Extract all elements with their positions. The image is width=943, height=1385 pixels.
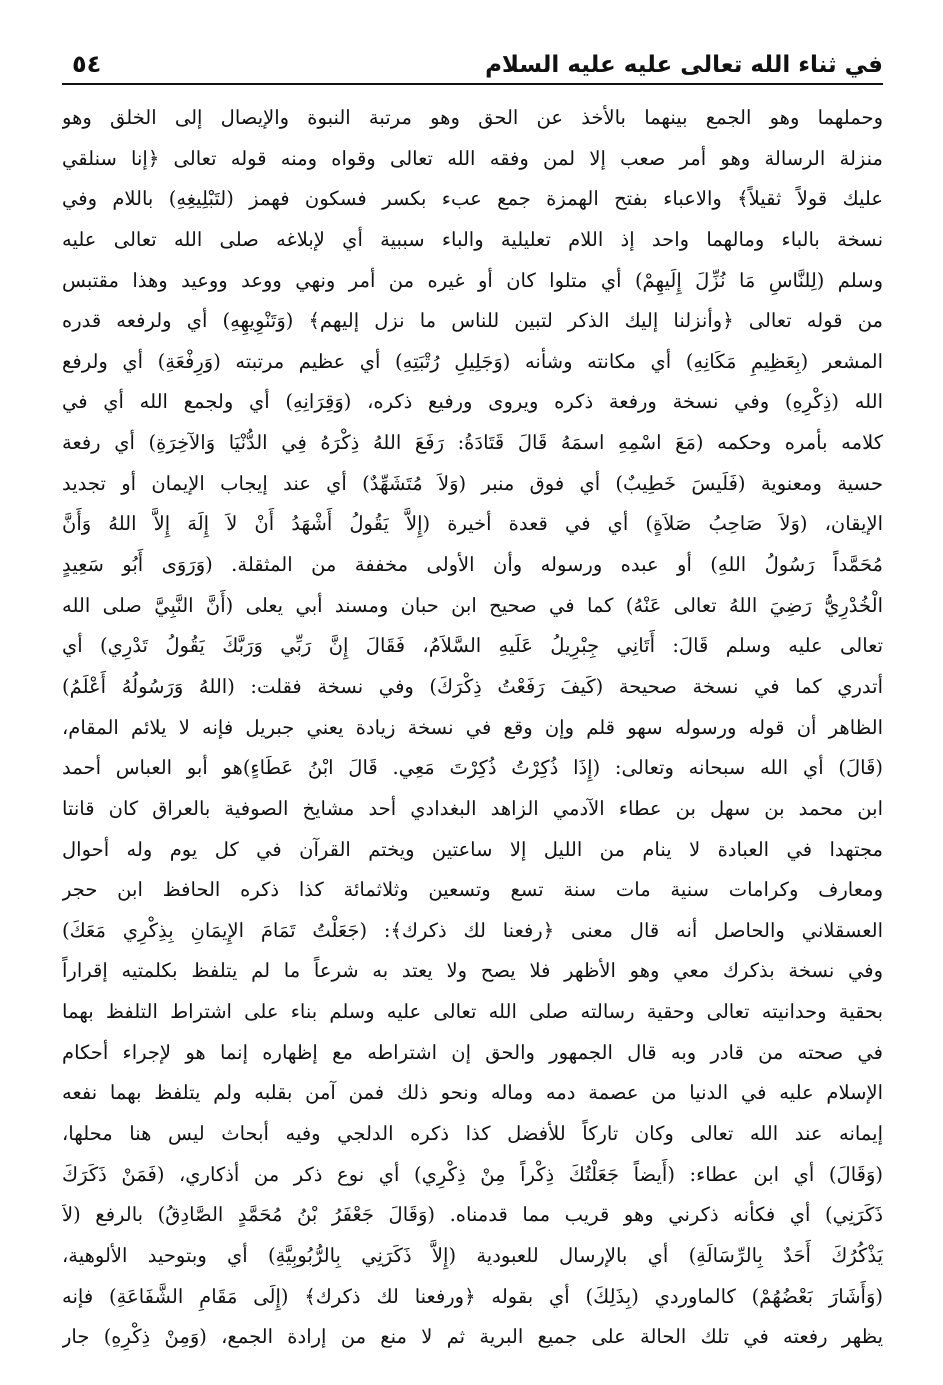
text-line: يظهر رفعته في تلك الحالة على جميع البرية ثم لا منع من إرادة الجمع، (وَمِنْ ذِكْرِهِ) جار [62, 1325, 883, 1349]
text-line: وسلم (لِلنَّاسِ مَا نُزِّلَ إِلَيهِمْ) أي متلوا كان أو غيره من أمر ونهي ووعد ووعيد وهذا مقتبس [62, 268, 883, 292]
page-header [72, 28, 883, 78]
text-line: كلامه بأمره وحكمه (مَعَ اسْمِهِ اسمَهُ قَالَ قَتَادَةُ: رَفَعَ اللهُ ذِكْرَهُ فِي الدُّنْيَا وَالآخِرَةِ) أي رفعة [62, 431, 883, 455]
text-line: ابن محمد بن سهل بن عطاء الآدمي الزاهد البغدادي أحد مشايخ الصوفية بالعراق كان قانتا [62, 796, 883, 820]
text-line: نسخة بالباء ومالهما واحد إذ اللام تعليلية والباء سببية أي لإبلاغه صلى الله تعالى عليه [62, 227, 883, 251]
text-line: وحملهما وهو الجمع بينهما بالأخذ عن الحق وهو مرتبة النبوة والإيصال إلى الخلق وهو [62, 106, 883, 129]
text-line: المشعر (بِعَظِيمِ مَكَانِهِ) أي مكانته وشأنه (وَجَلِيلِ رُتْبَتِهِ) أي عظيم مرتبته (وَرِفْعَةِ) أي ولرفع [62, 349, 883, 373]
text-line: مُحَمَّداً رَسُولُ اللهِ) أو عبده ورسوله وأن الأولى مخففة من المثقلة. (وَرَوَى أَبُو سَعِيدٍ [62, 553, 883, 577]
text-line: الإيقان، (وَلاَ صَاحِبُ صَلاَةٍ) أي في قعدة أخيرة (إِلاَّ يَقُولُ أَشْهَدُ أَنْ لاَ إِلَهَ إِلاَّ اللهُ وَأَنَّ [62, 512, 883, 536]
text-line: ومعارف وكرامات سنية مات سنة تسع وتسعين وثلاثمائة كذا ذكره الحافظ ابن حجر [62, 878, 883, 902]
text-line: بحقية وحدانيته تعالى وحقية رسالته صلى الله تعالى عليه وسلم بناء على اشتراط التلفظ بهما [62, 1000, 883, 1024]
text-line: (قَالَ) أي الله سبحانه وتعالى: (إِذَا ذُكِرْتُ ذُكِرْتَ مَعِي. قَالَ ابْنُ عَطَاءٍ)هو أبو العباس أحمد [62, 756, 883, 780]
text-line: إيمانه عند الله تعالى وكان تاركاً للأفضل كذا ذكره الدلجي وفيه أبحاث ليس هنا محلها، [62, 1122, 883, 1146]
text-line: تعالى عليه وسلم قَالَ: أَتَانِي جِبْرِيلُ عَلَيهِ السَّلاَمُ، فَقَالَ إِنَّ رَبِّي وَرَبَّكَ يَقُولُ تَدْرِي) أي [62, 634, 883, 658]
text-line: وفي نسخة بذكرك معي وهو الأظهر فلا يصح ولا يعتد به شرعاً ما لم يتلفظ بكلمتيه إقراراً [62, 959, 883, 983]
text-line: في صحته من قادر وبه قال الجمهور والحق إن اشتراطه مع إظهاره إنما هو لإجراء أحكام [62, 1040, 883, 1064]
text-line: مجتهدا في العبادة لا ينام من الليل إلا ساعتين ويختم القرآن في كل يوم وله أحوال [62, 837, 883, 861]
page-number: ٥٤ [72, 50, 102, 78]
running-title: في ثناء الله تعالى عليه عليه السلام [485, 52, 883, 78]
text-line: أتدري كما في نسخة صحيحة (كَيفَ رَفَعْتُ ذِكْرَكَ) وفي نسخة فقلت: (اللهُ وَرَسُولُهُ أَعْلَمُ) [62, 674, 883, 698]
text-line: الْخُدْرِيُّ رَضِيَ اللهُ تعالى عَنْهُ) كما في صحيح ابن حبان ومسند أبي يعلى (أَنَّ النَّبِيَّ صلى الله [62, 593, 883, 617]
text-line: العسقلاني والحاصل أنه قال معنى ﴿رفعنا لك ذكرك﴾: (جَعَلْتُ تَمَامَ الإِيمَانِ بِذِكْرِي مَعَكَ) [62, 918, 883, 942]
text-line: يَذْكُرُكَ أَحَدٌ بِالرِّسَالَةِ) أي بالإرسال للعبودية (إِلاَّ ذَكَرَنِي بِالرُّبُوبِيَّةِ) أي وبتوحيد الألوهية، [62, 1243, 883, 1267]
text-line: عليك قولاً ثقيلاً﴾ والاعباء بفتح الهمزة جمع عبء بكسر فسكون فهمز (لتَبْلِيغِهِ) باللام وفي [62, 187, 883, 211]
text-line: (وَقَالَ) أي ابن عطاء: (أَيضاً جَعَلْتُكَ ذِكْراً مِنْ ذِكْرِي) أي نوع ذكر من أذكاري، (فَمَنْ ذَكَرَكَ [62, 1162, 883, 1186]
text-line: منزلة الرسالة وهو أمر صعب إلا لمن وفقه الله تعالى وقواه ومنه قوله تعالى ﴿إنا سنلقي [62, 146, 883, 170]
text-line: الظاهر أن قوله ورسوله سهو قلم وإن وقع في نسخة زيادة يعني جبريل فإنه لا يلائم المقام، [62, 715, 883, 739]
header-rule [62, 83, 883, 85]
text-line: حسية ومعنوية (فَلَيسَ خَطِيبٌ) أي فوق منبر (وَلاَ مُتَشَهِّدٌ) أي عند إيجاب الإيمان أو تجديد [62, 471, 883, 495]
text-line: من قوله تعالى ﴿وأنزلنا إليك الذكر لتبين للناس ما نزل إليهم﴾ (وَتَنْوِيهِهِ) أي ولرفعه قدره [62, 309, 883, 333]
text-line: الإسلام عليه في الدنيا من عصمة دمه وماله ونحو ذلك فمن آمن بقلبه ولم يتلفظ بهما نفعه [62, 1081, 883, 1105]
text-line: ذَكَرَنِي) أي فكأنه ذكرني وهو قريب مما قدمناه. (وَقَالَ جَعْفَرُ بْنُ مُحَمَّدٍ الصَّادِقُ) بالرفع (لاَ [62, 1203, 883, 1227]
text-line: الله (ذِكْرِهِ) وفي نسخة ورفعة ذكره ويروى ورفيع ذكره، (وَقِرَانِهِ) أي ولجمع الله أي في [62, 390, 883, 414]
text-line: (وَأَشَارَ بَعْضُهُمْ) كالماوردي (بِذَلِكَ) أي بقوله ﴿ورفعنا لك ذكرك﴾ (إِلَى مَقَامِ الشَّفَاعَةِ) فإنه [62, 1284, 883, 1308]
body-text [62, 98, 883, 1358]
